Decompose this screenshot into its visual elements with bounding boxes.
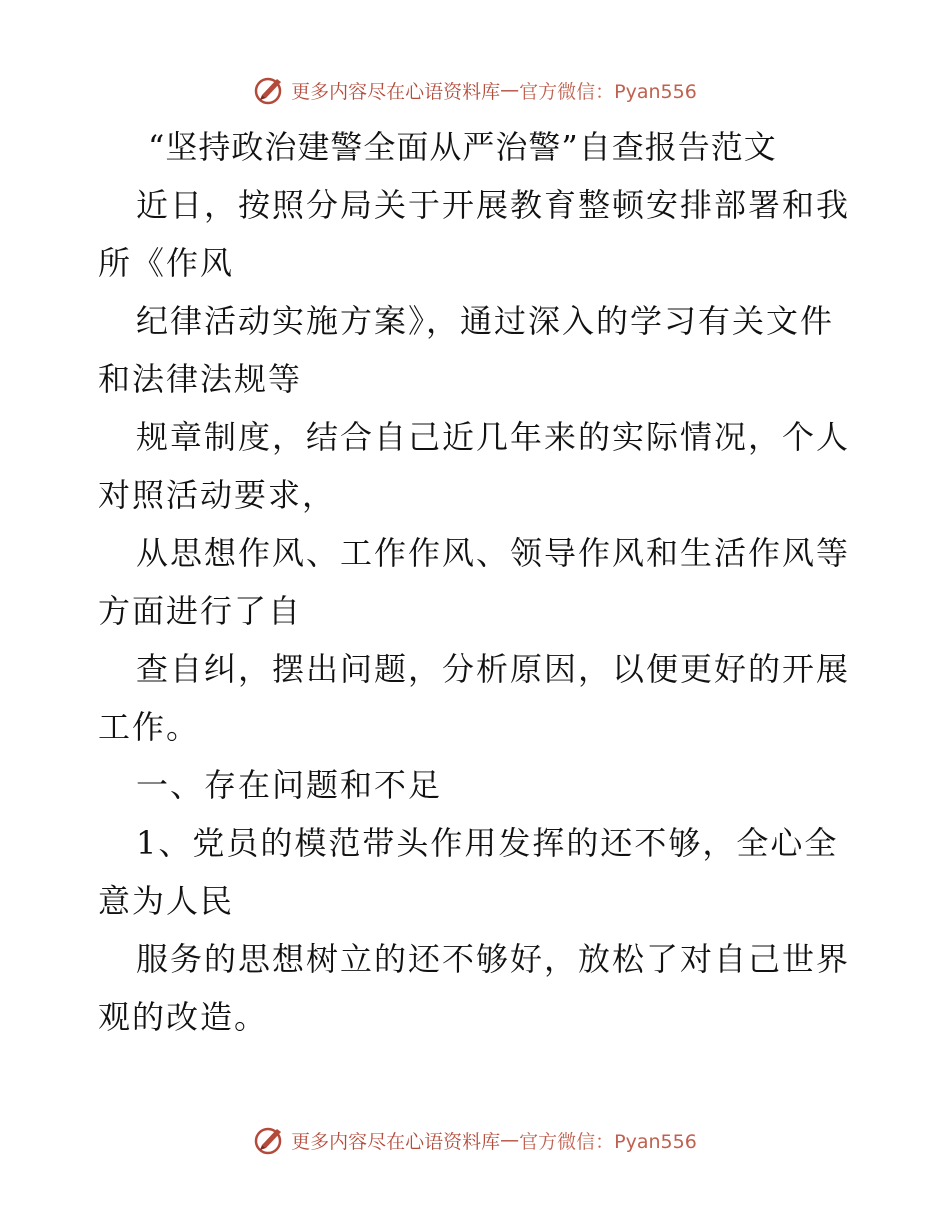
- watermark-dash: —: [500, 1129, 520, 1151]
- document-body: [98, 118, 858, 1046]
- paragraph-line: 观的改造。: [98, 998, 269, 1036]
- watermark-dash: —: [500, 79, 520, 101]
- section-heading: [98, 756, 858, 814]
- paragraph-line: 方面进行了自: [98, 592, 303, 630]
- paragraph-line: 规章制度，结合自己近几年来的实际情况，个人: [136, 418, 851, 456]
- paragraph-line: 纪律活动实施方案》，通过深入的学习有关文件: [136, 302, 835, 340]
- paragraph-line: 所《作风: [98, 244, 235, 282]
- paragraph-line: 对照活动要求，: [98, 476, 337, 514]
- paragraph: [98, 524, 858, 640]
- paragraph: [98, 292, 858, 408]
- paragraph-line: 查自纠，摆出问题，分析原因，以便更好的开展: [136, 650, 851, 688]
- watermark-site-text: 更多内容尽在心语资料库: [291, 80, 501, 103]
- document-title: “坚持政治建警全面从严治警”自查报告范文: [148, 128, 777, 166]
- paragraph-line: 意为人民: [98, 882, 235, 920]
- pen-logo-icon: [253, 1123, 287, 1157]
- watermark-contact: 官方微信：Pyan556: [519, 80, 697, 103]
- paragraph-line: 工作。: [98, 708, 201, 746]
- watermark-contact: 官方微信：Pyan556: [519, 1130, 697, 1153]
- watermark-site-text: 更多内容尽在心语资料库: [291, 1130, 501, 1153]
- paragraph: [98, 408, 858, 524]
- paragraph-line: 近日，按照分局关于开展教育整顿安排部署和我: [136, 186, 851, 224]
- footer-watermark: [0, 1120, 950, 1160]
- paragraph-line: 服务的思想树立的还不够好，放松了对自己世界: [136, 940, 851, 978]
- paragraph: [98, 930, 858, 1046]
- paragraph: [98, 640, 858, 756]
- header-watermark: [0, 70, 950, 110]
- paragraph-line: 1、党员的模范带头作用发挥的还不够，全心全: [136, 824, 839, 862]
- section-heading-text: 一、存在问题和不足: [136, 766, 443, 804]
- paragraph-line: 从思想作风、工作作风、领导作风和生活作风等: [136, 534, 851, 572]
- paragraph: [98, 814, 858, 930]
- paragraph: [98, 176, 858, 292]
- pen-logo-icon: [253, 73, 287, 107]
- paragraph-line: 和法律法规等: [98, 360, 303, 398]
